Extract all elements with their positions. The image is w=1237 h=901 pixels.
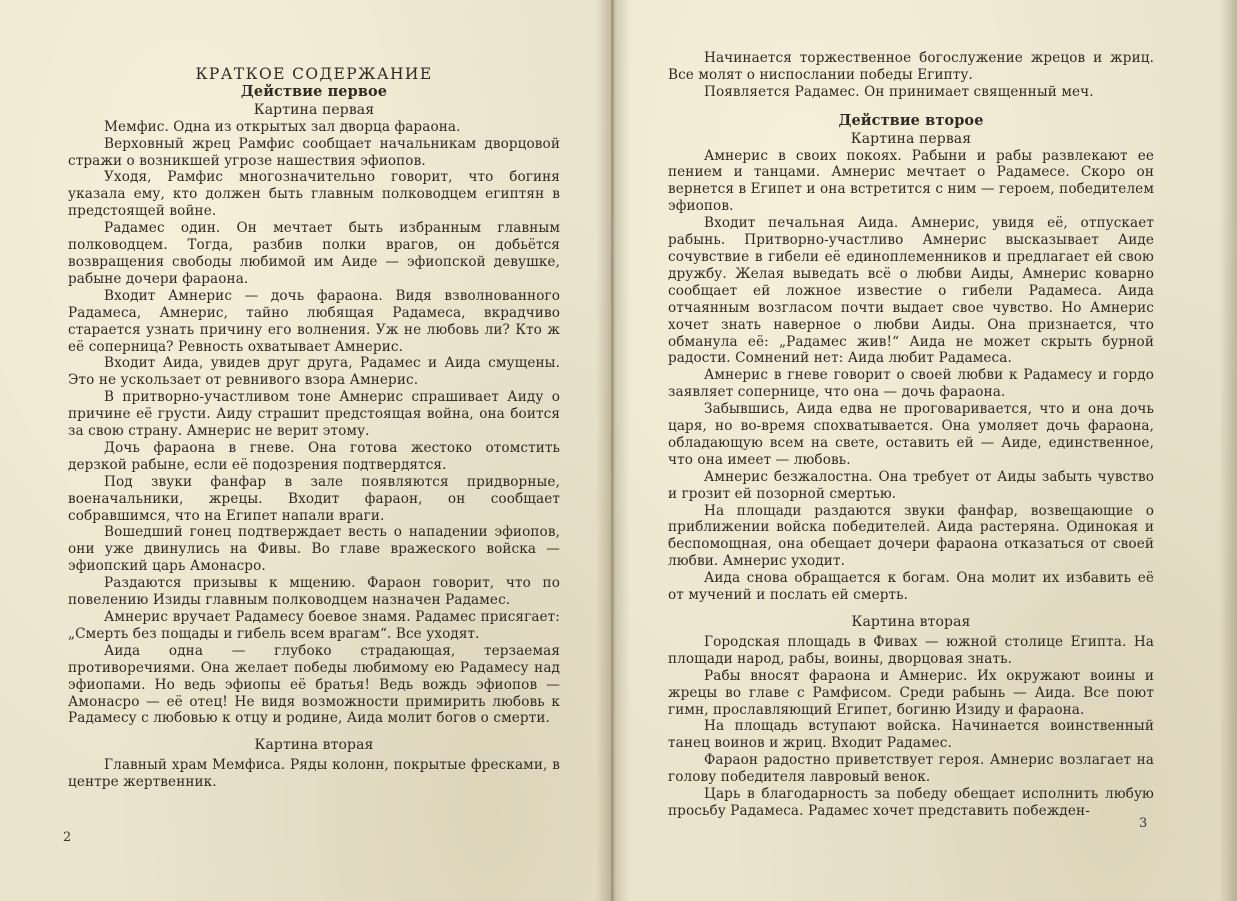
page-number: 3 <box>1139 816 1148 831</box>
act-two-scene-two-heading: Картина вторая <box>851 614 971 630</box>
paragraph: Аида снова обращается к богам. Она молит их избавить её от мучений и послать ей смерть. <box>668 570 1154 604</box>
book-gutter <box>596 0 630 901</box>
left-page-text-column <box>68 60 560 791</box>
paragraph: Раздаются призывы к мщению. Фараон говорит, что по повелению Изиды главным полководцем назначен Радамес. <box>68 575 560 609</box>
paragraph: Появляется Радамес. Он принимает священный меч. <box>704 83 1094 100</box>
paragraph: В притворно-участливом тоне Амнерис спрашивает Аиду о причине её грусти. Аиду страшит предстоящая война, она боится за свою страну. Амнерис не верит этому. <box>68 389 560 440</box>
paragraph: Амнерис вручает Радамесу боевое знамя. Радамес присягает: „Смерть без пощады и гибель всем врагам“. Все уходят. <box>68 609 560 642</box>
paragraph: На площади раздаются звуки фанфар, возвещающие о приближении войска победителей. Аида растеряна. Одинокая и беспомощная, она обещает дочери фараона отказаться от своей любви. Амнерис уходит. <box>668 502 1154 570</box>
left-page <box>0 0 612 901</box>
paragraph: Амнерис безжалостна. Она требует от Аиды забыть чувство и грозит ей позорной смертью. <box>668 468 1154 502</box>
paragraph: Входит Аида, увидев друг друга, Радамес и Аида смущены. Это не ускользает от ревнивого взора Амнерис. <box>68 355 560 389</box>
paragraph: Амнерис в своих покоях. Рабыни и рабы развлекают ее пением и танцами. Амнерис мечтает о Радамесе. Скоро он вернется в Египет и она встретится с ним — героем, победителем эфиопов. <box>668 147 1154 215</box>
paragraph: На площадь вступают войска. Начинается воинственный танец воинов и жриц. Входит Радамес. <box>668 718 1154 752</box>
paragraph: Городская площадь в Фивах — южной столице Египта. На площади народ, рабы, воины, дворцовая знать. <box>668 633 1154 667</box>
right-page-text-column <box>668 50 1154 820</box>
summary-title: КРАТКОЕ СОДЕРЖАНИЕ <box>195 65 433 83</box>
act-two-heading: Действие второе <box>838 111 984 129</box>
paragraph: Начинается торжественное богослужение жрецов и жриц. Все молят о ниспослании победы Египту. <box>668 50 1154 83</box>
paragraph: Амнерис в гневе говорит о своей любви к Радамесу и гордо заявляет сопернице, что она — дочь фараона. <box>668 367 1154 401</box>
paragraph: Главный храм Мемфиса. Ряды колонн, покрытые фресками, в центре жертвенник. <box>68 757 560 791</box>
paragraph: Мемфис. Одна из открытых зал дворца фараона. <box>104 118 461 135</box>
paragraph: Вошедший гонец подтверждает весть о нападении эфиопов, они уже двинулись на Фивы. Во главе вражеского войска — эфиопский царь Амонасро. <box>68 524 560 575</box>
act-one-scene-one-heading: Картина первая <box>253 101 375 118</box>
act-one-heading: Действие первое <box>240 82 388 100</box>
paragraph: Верховный жрец Рамфис сообщает начальникам дворцовой стражи о возникшей угрозе нашествия эфиопов. <box>68 135 560 169</box>
paragraph: Рабы вносят фараона и Амнерис. Их окружают воины и жрецы во главе с Рамфисом. Среди рабынь — Аида. Все поют гимн, прославляющий Египет, богиню Изиду и фараона. <box>668 667 1154 718</box>
right-page <box>613 0 1237 901</box>
act-two-scene-one-heading: Картина первая <box>850 130 972 147</box>
act-one-scene-two-heading: Картина вторая <box>254 737 374 754</box>
paragraph: Входит печальная Аида. Амнерис, увидя её, отпускает рабынь. Притворно-участливо Амнерис высказывает Аиде сочувствие в гибели её единоплеменников и предлагает ей свою дружбу. Желая выведать всё о любви Аиды, Амнерис коварно сообщает ей ложное известие о гибели Радамеса. Аида отчаянным возгласом почти выдает свое чувство. Но Амнерис хочет знать наверное о любви Аиды. Она признается, что обманула её: „Радамес жив!“ Аида не может скрыть бурной радости. Сомнений нет: Аида любит Радамеса. <box>668 215 1154 367</box>
paragraph: Забывшись, Аида едва не проговаривается, что и она дочь царя, но во-время спохватывается. Она умоляет дочь фараона, обладающую всем на свете, оставить ей — Аиде, единственное, что она имеет — любовь. <box>668 401 1154 468</box>
paragraph: Дочь фараона в гневе. Она готова жестоко отомстить дерзкой рабыне, если её подозрения подтвердятся. <box>68 439 560 473</box>
paragraph: Уходя, Рамфис многозначительно говорит, что богиня указала ему, кто должен быть главным полководцем египтян в предстоящей войне. <box>68 169 560 220</box>
paragraph: Радамес один. Он мечтает быть избранным главным полководцем. Тогда, разбив полки врагов, он добьётся возвращения свободы любимой им Аиде — эфиопской девушке, рабыне дочери фараона. <box>68 220 560 287</box>
paragraph: Царь в благодарность за победу обещает исполнить любую просьбу Радамеса. Радамес хочет представить побежден- <box>668 786 1154 819</box>
paragraph: Фараон радостно приветствует героя. Амнерис возлагает на голову победителя лавровый венок. <box>668 752 1154 786</box>
page-edge-shadow <box>1219 0 1237 901</box>
page-number: 2 <box>63 830 72 845</box>
paragraph: Под звуки фанфар в зале появляются придворные, военачальники, жрецы. Входит фараон, он сообщает собравшимся, что на Египет напали враги. <box>68 473 560 524</box>
paragraph: Аида одна — глубоко страдающая, терзаемая противоречиями. Она желает победы любимому ею Радамесу над эфиопами. Но ведь эфиопы её братья! Ведь вождь эфиопов — Амонасро — её отец! Не видя возможности примирить любовь к Радамесу с любовью к отцу и родине, Аида молит богов о смерти. <box>68 642 560 727</box>
paragraph: Входит Амнерис — дочь фараона. Видя взволнованного Радамеса, Амнерис, тайно любящая Радамеса, вкрадчиво старается узнать причину его волнения. Уж не любовь ли? Кто ж её соперница? Ревность охватывает Амнерис. <box>68 287 560 355</box>
